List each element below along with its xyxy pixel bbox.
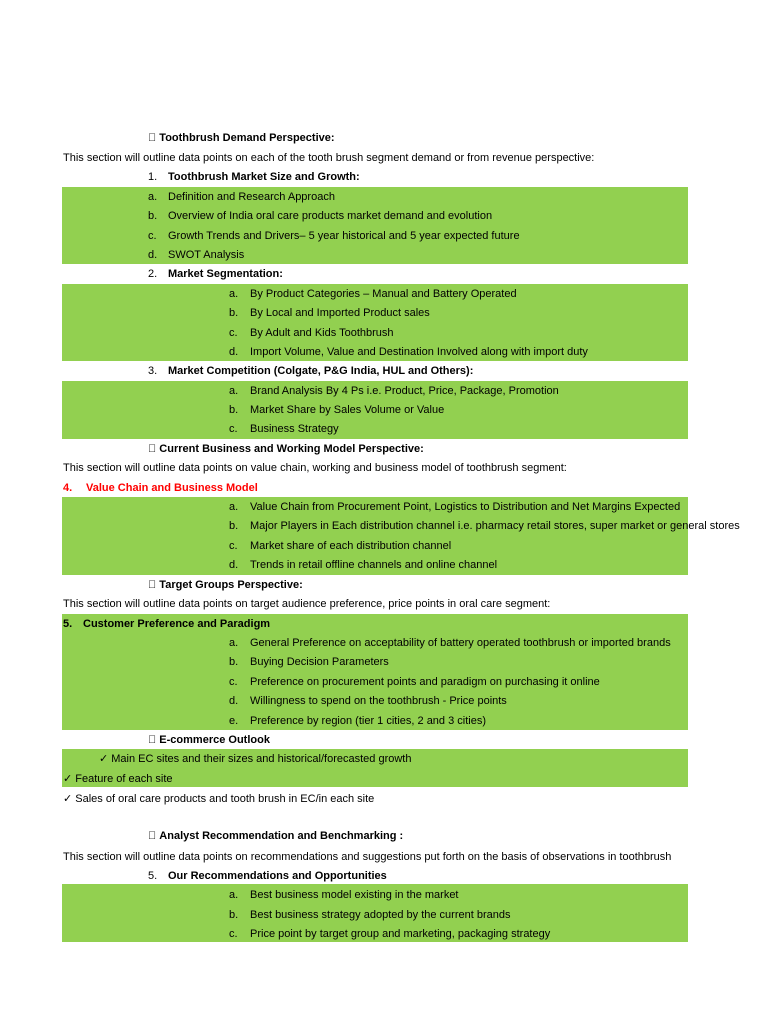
item-text: Price point by target group and marketing, packaging strategy xyxy=(250,928,551,940)
section-heading: Current Business and Working Model Perspective: xyxy=(148,443,413,455)
item-text: Value Chain from Procurement Point, Logistics to Distribution and Net Margins Expected xyxy=(250,501,681,513)
group-title: Customer Preference and Paradigm xyxy=(83,618,271,630)
group-number: 3. xyxy=(148,365,158,377)
item-text: Best business model existing in the market xyxy=(250,889,459,901)
group-title: Toothbrush Market Size and Growth: xyxy=(168,171,360,183)
group-title: Our Recommendations and Opportunities xyxy=(168,870,387,882)
item-letter: b. xyxy=(229,404,239,416)
group-number: 1. xyxy=(148,171,158,183)
section-intro: This section will outline data points on each of the tooth brush segment demand or from revenue perspective: xyxy=(63,152,595,164)
check-item: ✓ Feature of each site xyxy=(63,773,173,785)
check-item: ✓ Sales of oral care products and tooth brush in EC/in each site xyxy=(63,793,375,805)
item-text: By Product Categories – Manual and Battery Operated xyxy=(250,288,517,300)
item-text: By Adult and Kids Toothbrush xyxy=(250,327,394,339)
item-letter: d. xyxy=(229,559,239,571)
item-letter: c. xyxy=(229,327,238,339)
item-letter: a. xyxy=(229,637,239,649)
item-text: By Local and Imported Product sales xyxy=(250,307,430,319)
item-letter: b. xyxy=(229,520,239,532)
item-text: Market share of each distribution channel xyxy=(250,540,452,552)
group-number: 2. xyxy=(148,268,158,280)
item-letter: b. xyxy=(229,909,239,921)
item-text: Preference on procurement points and paradigm on purchasing it online xyxy=(250,676,600,688)
group-number: 4. xyxy=(63,482,73,494)
group-title: Market Segmentation: xyxy=(168,268,283,280)
item-text: Growth Trends and Drivers– 5 year historical and 5 year expected future xyxy=(168,230,520,242)
item-text: Buying Decision Parameters xyxy=(250,656,389,668)
section-heading: Target Groups Perspective: xyxy=(148,579,292,591)
item-letter: b. xyxy=(229,307,239,319)
item-text: SWOT Analysis xyxy=(168,249,245,261)
item-text: Import Volume, Value and Destination Involved along with import duty xyxy=(250,346,588,358)
item-letter: a. xyxy=(229,889,239,901)
item-text: Best business strategy adopted by the current brands xyxy=(250,909,511,921)
section-intro: This section will outline data points on value chain, working and business model of toothbrush segment: xyxy=(63,462,567,474)
highlight-band xyxy=(62,614,688,730)
item-text: Brand Analysis By 4 Ps i.e. Product, Price, Package, Promotion xyxy=(250,385,559,397)
item-letter: c. xyxy=(229,423,238,435)
item-letter: a. xyxy=(229,288,239,300)
section-heading: E-commerce Outlook xyxy=(148,734,259,746)
item-text: Preference by region (tier 1 cities, 2 and 3 cities) xyxy=(250,715,487,727)
item-letter: c. xyxy=(148,230,157,242)
item-letter: d. xyxy=(148,249,158,261)
item-letter: b. xyxy=(148,210,158,222)
item-letter: d. xyxy=(229,695,239,707)
item-text: Willingness to spend on the toothbrush - Price points xyxy=(250,695,507,707)
group-number: 5. xyxy=(148,870,158,882)
item-letter: c. xyxy=(229,928,238,940)
item-letter: c. xyxy=(229,540,238,552)
item-text: Market Share by Sales Volume or Value xyxy=(250,404,445,416)
group-title: Value Chain and Business Model xyxy=(86,482,258,494)
group-number: 5. xyxy=(63,618,73,630)
item-text: Major Players in Each distribution channel i.e. pharmacy retail stores, super market or general stores xyxy=(250,520,740,532)
item-letter: a. xyxy=(229,385,239,397)
section-heading: Analyst Recommendation and Benchmarking : xyxy=(148,830,392,842)
section-intro: This section will outline data points on recommendations and suggestions put forth on the basis of observations in toothbrush xyxy=(63,851,672,863)
item-letter: d. xyxy=(229,346,239,358)
item-text: Trends in retail offline channels and online channel xyxy=(250,559,498,571)
item-text: Overview of India oral care products market demand and evolution xyxy=(168,210,493,222)
item-text: General Preference on acceptability of battery operated toothbrush or imported brands xyxy=(250,637,671,649)
item-letter: c. xyxy=(229,676,238,688)
section-intro: This section will outline data points on target audience preference, price points in oral care segment: xyxy=(63,598,551,610)
item-letter: e. xyxy=(229,715,239,727)
item-letter: a. xyxy=(229,501,239,513)
check-item: ✓ Main EC sites and their sizes and historical/forecasted growth xyxy=(99,753,412,765)
item-text: Definition and Research Approach xyxy=(168,191,335,203)
section-heading: Toothbrush Demand Perspective: xyxy=(148,132,324,144)
group-title: Market Competition (Colgate, P&G India, HUL and Others): xyxy=(168,365,474,377)
item-letter: b. xyxy=(229,656,239,668)
item-text: Business Strategy xyxy=(250,423,339,435)
item-letter: a. xyxy=(148,191,158,203)
